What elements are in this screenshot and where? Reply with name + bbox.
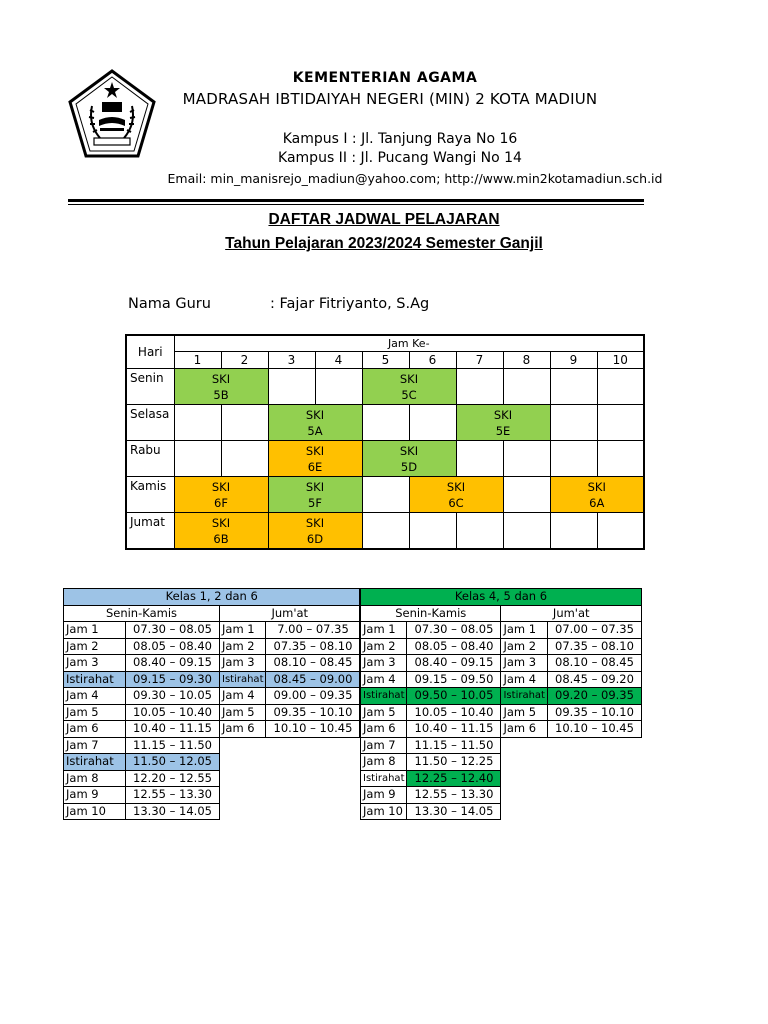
period-time	[266, 754, 360, 771]
lesson-class: 6F	[214, 496, 228, 510]
lesson-cell	[409, 477, 503, 513]
timetable-title: Kelas 1, 2 dan 6	[64, 589, 360, 606]
header-divider	[68, 199, 644, 202]
lesson-class: 6A	[589, 496, 605, 510]
timetable-subheader-row	[64, 605, 360, 622]
period-time: 10.40 – 11.15	[407, 721, 501, 738]
lesson-class: 5B	[213, 388, 229, 402]
empty-slot	[409, 513, 456, 550]
period-time: 13.30 – 14.05	[407, 803, 501, 820]
timetable-title-row	[64, 589, 360, 606]
lesson-class: 5A	[307, 424, 323, 438]
period-number: 3	[268, 352, 315, 369]
period-label: Jam 10	[64, 803, 126, 820]
timetable-row	[64, 688, 360, 705]
period-number: 5	[362, 352, 409, 369]
lesson-class: 6E	[307, 460, 323, 474]
timetable-row	[64, 737, 360, 754]
period-label: Istirahat	[501, 688, 547, 705]
period-label	[501, 737, 547, 754]
period-label: Jam 1	[64, 622, 126, 639]
empty-slot	[362, 513, 409, 550]
teacher-label: Nama Guru	[128, 296, 211, 312]
timetable-row	[361, 671, 642, 688]
period-time: 10.05 – 10.40	[126, 704, 220, 721]
timetable-kelas-1-2-6	[63, 588, 360, 820]
period-label: Jam 2	[501, 638, 547, 655]
period-label: Jam 5	[220, 704, 266, 721]
lesson-subject: SKI	[493, 408, 513, 422]
day-name: Selasa	[126, 405, 174, 441]
lesson-class: 5F	[308, 496, 322, 510]
lesson-cell	[174, 513, 268, 550]
timetable-row	[361, 688, 642, 705]
period-label: Jam 3	[220, 655, 266, 672]
schedule-row	[126, 513, 644, 550]
timetable-row	[361, 721, 642, 738]
period-time: 07.35 – 08.10	[266, 638, 360, 655]
period-time: 09.35 – 10.10	[266, 704, 360, 721]
period-time: 08.10 – 08.45	[266, 655, 360, 672]
empty-slot	[221, 405, 268, 441]
period-label: Jam 2	[361, 638, 407, 655]
period-label: Jam 1	[220, 622, 266, 639]
period-time: 11.15 – 11.50	[126, 737, 220, 754]
lesson-cell	[268, 441, 362, 477]
lesson-subject: SKI	[305, 408, 325, 422]
lesson-cell	[550, 477, 644, 513]
period-number: 7	[456, 352, 503, 369]
empty-slot	[503, 477, 550, 513]
schedule-row	[126, 369, 644, 405]
period-time	[547, 754, 641, 771]
empty-slot	[503, 369, 550, 405]
timetable-row	[64, 622, 360, 639]
empty-slot	[315, 369, 362, 405]
period-time: 09.15 – 09.50	[407, 671, 501, 688]
period-label	[220, 737, 266, 754]
document-title: DAFTAR JADWAL PELAJARAN	[268, 211, 500, 228]
period-label: Jam 7	[361, 737, 407, 754]
period-time: 07.00 – 07.35	[547, 622, 641, 639]
period-label: Jam 6	[361, 721, 407, 738]
timetable-title-row	[361, 589, 642, 606]
timetable-row	[64, 803, 360, 820]
period-label: Jam 8	[361, 754, 407, 771]
period-number: 2	[221, 352, 268, 369]
period-number: 1	[174, 352, 221, 369]
period-label: Istirahat	[361, 770, 407, 787]
period-label: Jam 5	[361, 704, 407, 721]
timetable-row	[361, 770, 642, 787]
period-time: 09.00 – 09.35	[266, 688, 360, 705]
period-time: 09.35 – 10.10	[547, 704, 641, 721]
period-label: Jam 4	[361, 671, 407, 688]
period-time: 09.20 – 09.35	[547, 688, 641, 705]
period-time: 10.40 – 11.15	[126, 721, 220, 738]
period-label: Jam 5	[64, 704, 126, 721]
period-number-row	[126, 352, 644, 369]
timetable-row	[64, 721, 360, 738]
period-label: Jam 4	[64, 688, 126, 705]
period-time: 12.55 – 13.30	[407, 787, 501, 804]
document-subtitle: Tahun Pelajaran 2023/2024 Semester Ganjil	[225, 235, 543, 252]
jumat-header: Jum'at	[501, 605, 641, 622]
period-label: Jam 2	[220, 638, 266, 655]
empty-slot	[362, 405, 409, 441]
lesson-class: 5C	[401, 388, 417, 402]
period-time: 10.10 – 10.45	[266, 721, 360, 738]
period-time: 07.30 – 08.05	[126, 622, 220, 639]
lesson-cell	[268, 513, 362, 550]
teaching-schedule-table	[125, 334, 645, 550]
timetable-row	[361, 754, 642, 771]
senin-kamis-header: Senin-Kamis	[64, 605, 220, 622]
period-label	[220, 787, 266, 804]
empty-slot	[456, 369, 503, 405]
empty-slot	[597, 441, 644, 477]
lesson-subject: SKI	[211, 480, 231, 494]
period-number: 6	[409, 352, 456, 369]
hari-header: Hari	[126, 335, 174, 369]
period-label: Jam 2	[64, 638, 126, 655]
empty-slot	[174, 441, 221, 477]
period-label	[220, 803, 266, 820]
timetable-title: Kelas 4, 5 dan 6	[361, 589, 642, 606]
empty-slot	[456, 441, 503, 477]
lesson-class: 6D	[306, 532, 324, 546]
period-time: 07.30 – 08.05	[407, 622, 501, 639]
period-time: 08.40 – 09.15	[126, 655, 220, 672]
lesson-subject: SKI	[446, 480, 466, 494]
empty-slot	[268, 369, 315, 405]
schedule-row	[126, 477, 644, 513]
empty-slot	[221, 441, 268, 477]
empty-slot	[174, 405, 221, 441]
lesson-cell	[174, 369, 268, 405]
schedule-row	[126, 405, 644, 441]
period-label: Jam 3	[501, 655, 547, 672]
period-time: 07.35 – 08.10	[547, 638, 641, 655]
period-time: 08.45 – 09.20	[547, 671, 641, 688]
timetable-row	[64, 655, 360, 672]
period-time	[266, 737, 360, 754]
lesson-subject: SKI	[305, 480, 325, 494]
empty-slot	[362, 477, 409, 513]
empty-slot	[503, 441, 550, 477]
lesson-cell	[174, 477, 268, 513]
period-label: Istirahat	[220, 671, 266, 688]
period-time	[266, 803, 360, 820]
teacher-name: : Fajar Fitriyanto, S.Ag	[270, 296, 430, 312]
empty-slot	[597, 405, 644, 441]
empty-slot	[550, 441, 597, 477]
period-time: 09.30 – 10.05	[126, 688, 220, 705]
jumat-header: Jum'at	[220, 605, 360, 622]
period-time	[547, 770, 641, 787]
schedule-header-row	[126, 335, 644, 352]
period-label	[501, 803, 547, 820]
period-number: 4	[315, 352, 362, 369]
period-time: 11.15 – 11.50	[407, 737, 501, 754]
period-number: 8	[503, 352, 550, 369]
period-label	[501, 770, 547, 787]
period-label: Jam 1	[361, 622, 407, 639]
period-time: 10.05 – 10.40	[407, 704, 501, 721]
timetable-row	[64, 638, 360, 655]
period-label: Jam 7	[64, 737, 126, 754]
lesson-cell	[268, 405, 362, 441]
lesson-subject: SKI	[587, 480, 606, 494]
period-time: 09.50 – 10.05	[407, 688, 501, 705]
period-time	[266, 770, 360, 787]
period-time: 08.05 – 08.40	[407, 638, 501, 655]
timetable-row	[64, 787, 360, 804]
empty-slot	[550, 405, 597, 441]
school-name: MADRASAH IBTIDAIYAH NEGERI (MIN) 2 KOTA MADIUN	[182, 90, 598, 108]
period-label	[220, 754, 266, 771]
timetable-row	[361, 803, 642, 820]
lesson-class: 5D	[400, 460, 418, 474]
lesson-subject: SKI	[399, 372, 419, 386]
period-label: Istirahat	[361, 688, 407, 705]
contact-line: Email: min_manisrejo_madiun@yahoo.com; http://www.min2kotamadiun.sch.id	[167, 171, 663, 186]
period-time: 08.40 – 09.15	[407, 655, 501, 672]
empty-slot	[503, 513, 550, 550]
period-label	[501, 787, 547, 804]
timetable-row	[361, 787, 642, 804]
lesson-class: 6B	[213, 532, 229, 546]
period-number: 10	[597, 352, 644, 369]
timetable-row	[361, 638, 642, 655]
lesson-class: 6C	[448, 496, 464, 510]
timetable-row	[64, 671, 360, 688]
period-time: 09.15 – 09.30	[126, 671, 220, 688]
senin-kamis-header: Senin-Kamis	[361, 605, 501, 622]
timetable-row	[361, 704, 642, 721]
day-name: Kamis	[126, 477, 174, 513]
period-time	[547, 803, 641, 820]
jam-ke-header: Jam Ke-	[174, 335, 644, 352]
timetable-row	[361, 655, 642, 672]
period-time: 11.50 – 12.25	[407, 754, 501, 771]
lesson-subject: SKI	[211, 372, 231, 386]
period-label: Istirahat	[64, 671, 126, 688]
period-time	[547, 737, 641, 754]
period-time: 12.20 – 12.55	[126, 770, 220, 787]
campus-1-address: Kampus I : Jl. Tanjung Raya No 16	[282, 131, 518, 147]
period-label: Jam 9	[361, 787, 407, 804]
empty-slot	[597, 369, 644, 405]
schedule-row	[126, 441, 644, 477]
period-time: 10.10 – 10.45	[547, 721, 641, 738]
lesson-subject: SKI	[305, 516, 325, 530]
period-time: 12.25 – 12.40	[407, 770, 501, 787]
ministry-name: KEMENTERIAN AGAMA	[292, 70, 478, 86]
period-label: Jam 1	[501, 622, 547, 639]
period-label: Jam 10	[361, 803, 407, 820]
period-time	[547, 787, 641, 804]
timetable-kelas-4-5-6	[360, 588, 642, 820]
lesson-subject: SKI	[211, 516, 231, 530]
period-label	[220, 770, 266, 787]
period-label: Jam 3	[361, 655, 407, 672]
timetable-row	[361, 622, 642, 639]
empty-slot	[456, 513, 503, 550]
period-time: 12.55 – 13.30	[126, 787, 220, 804]
period-time: 11.50 – 12.05	[126, 754, 220, 771]
period-time: 08.45 – 09.00	[266, 671, 360, 688]
day-name: Jumat	[126, 513, 174, 550]
lesson-cell	[362, 441, 456, 477]
period-label: Jam 5	[501, 704, 547, 721]
timetable-row	[64, 704, 360, 721]
empty-slot	[597, 513, 644, 550]
empty-slot	[550, 513, 597, 550]
day-name: Senin	[126, 369, 174, 405]
lesson-cell	[456, 405, 550, 441]
lesson-cell	[362, 369, 456, 405]
lesson-subject: SKI	[399, 444, 419, 458]
period-label: Istirahat	[64, 754, 126, 771]
period-label: Jam 6	[64, 721, 126, 738]
period-time	[266, 787, 360, 804]
lesson-class: 5E	[495, 424, 511, 438]
period-label: Jam 3	[64, 655, 126, 672]
period-label: Jam 8	[64, 770, 126, 787]
timetable-row	[361, 737, 642, 754]
period-label: Jam 4	[220, 688, 266, 705]
period-time: 13.30 – 14.05	[126, 803, 220, 820]
timetable-subheader-row	[361, 605, 642, 622]
empty-slot	[409, 405, 456, 441]
header-divider-thin	[68, 204, 644, 205]
period-label: Jam 6	[220, 721, 266, 738]
period-label: Jam 6	[501, 721, 547, 738]
day-name: Rabu	[126, 441, 174, 477]
campus-2-address: Kampus II : Jl. Pucang Wangi No 14	[278, 150, 522, 166]
period-time: 7.00 – 07.35	[266, 622, 360, 639]
timetable-row	[64, 754, 360, 771]
period-label: Jam 4	[501, 671, 547, 688]
period-number: 9	[550, 352, 597, 369]
period-label	[501, 754, 547, 771]
period-label: Jam 9	[64, 787, 126, 804]
lesson-subject: SKI	[305, 444, 325, 458]
lesson-cell	[268, 477, 362, 513]
period-time: 08.10 – 08.45	[547, 655, 641, 672]
empty-slot	[550, 369, 597, 405]
timetable-row	[64, 770, 360, 787]
period-time: 08.05 – 08.40	[126, 638, 220, 655]
